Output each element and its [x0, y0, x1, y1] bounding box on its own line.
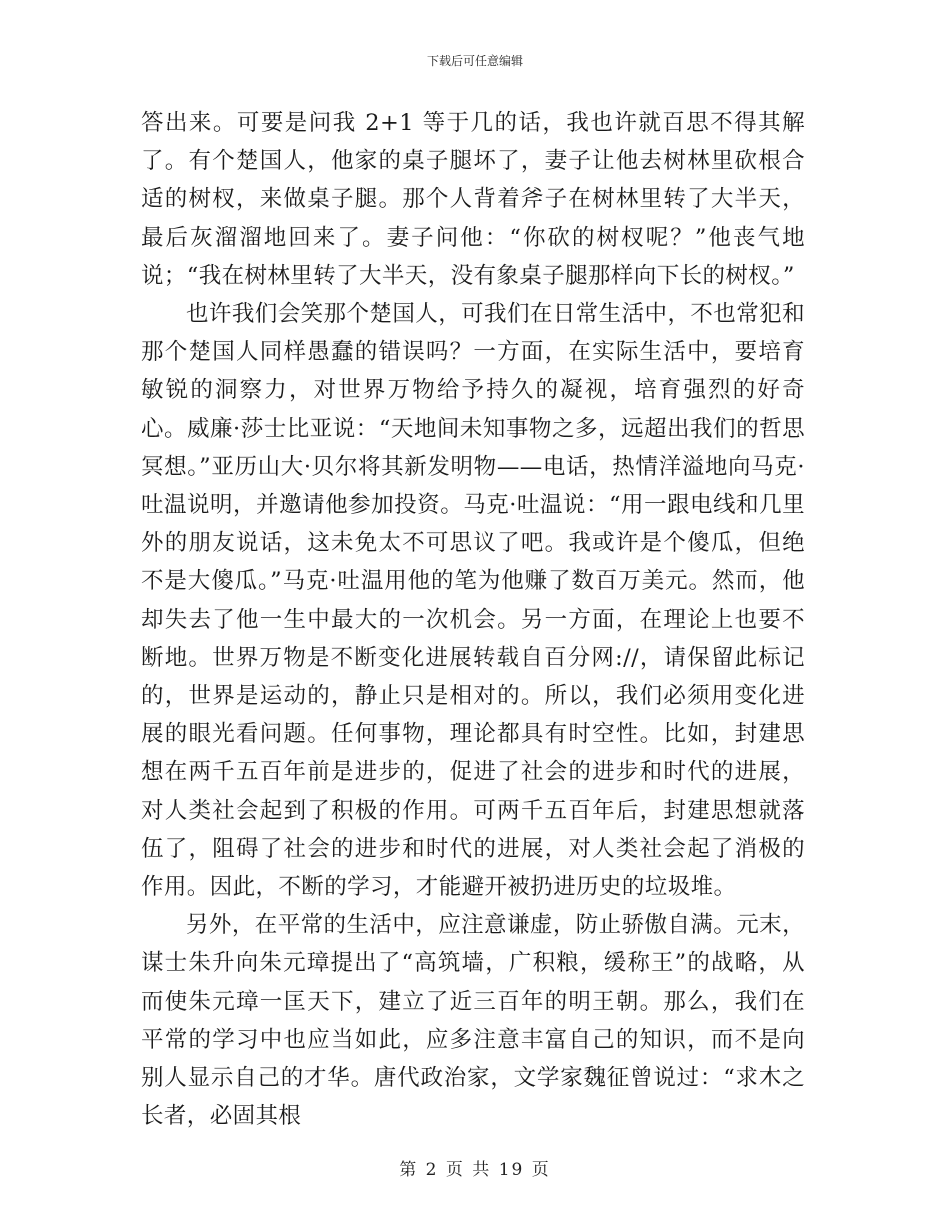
page-header: 下载后可任意编辑	[426, 54, 523, 68]
document-body	[141, 104, 805, 1135]
paragraph-1: 答出来。可要是问我 2+1 等于几的话，我也许就百思不得其解了。有个楚国人，他家的桌子腿坏了，妻子让他去树林里砍根合适的树杈，来做桌子腿。那个人背着斧子在树林里转了大半天，最后灰溜溜地回来了。妻子问他：“你砍的树杈呢？”他丧气地说；“我在树林里转了大半天，没有象桌子腿那样向下长的树杈。”	[141, 110, 805, 289]
paragraph-3: 另外，在平常的生活中，应注意谦虚，防止骄傲自满。元末，谋士朱升向朱元璋提出了“高筑墙，广积粮，缓称王”的战略，从而使朱元璋一匡天下，建立了近三百年的明王朝。那么，我们在平常的学习中也应当如此，应多注意丰富自己的知识，而不是向别人显示自己的才华。唐代政治家，文学家魏征曾说过：“求木之长者，必固其根	[141, 912, 805, 1130]
page-number-footer: 第 2 页 共 19 页	[399, 1160, 551, 1180]
paragraph-2: 也许我们会笑那个楚国人，可我们在日常生活中，不也常犯和那个楚国人同样愚蠢的错误吗？一方面，在实际生活中，要培育敏锐的洞察力，对世界万物给予持久的凝视，培育强烈的好奇心。威廉·莎士比亚说：“天地间未知事物之多，远超出我们的哲思冥想。”亚历山大·贝尔将其新发明物——电话，热情洋溢地向马克·吐温说明，并邀请他参加投资。马克·吐温说：“用一跟电线和几里外的朋友说话，这未免太不可思议了吧。我或许是个傻瓜，但绝不是大傻瓜。”马克·吐温用他的笔为他赚了数百万美元。然而，他却失去了他一生中最大的一次机会。另一方面，在理论上也要不断地。世界万物是不断变化进展转载自百分网://，请保留此标记的，世界是运动的，静止只是相对的。所以，我们必须用变化进展的眼光看问题。任何事物，理论都具有时空性。比如，封建思想在两千五百年前是进步的，促进了社会的进步和时代的进展，对人类社会起到了积极的作用。可两千五百年后，封建思想就落伍了，阻碍了社会的进步和时代的进展，对人类社会起了消极的作用。因此，不断的学习，才能避开被扔进历史的垃圾堆。	[141, 301, 805, 901]
